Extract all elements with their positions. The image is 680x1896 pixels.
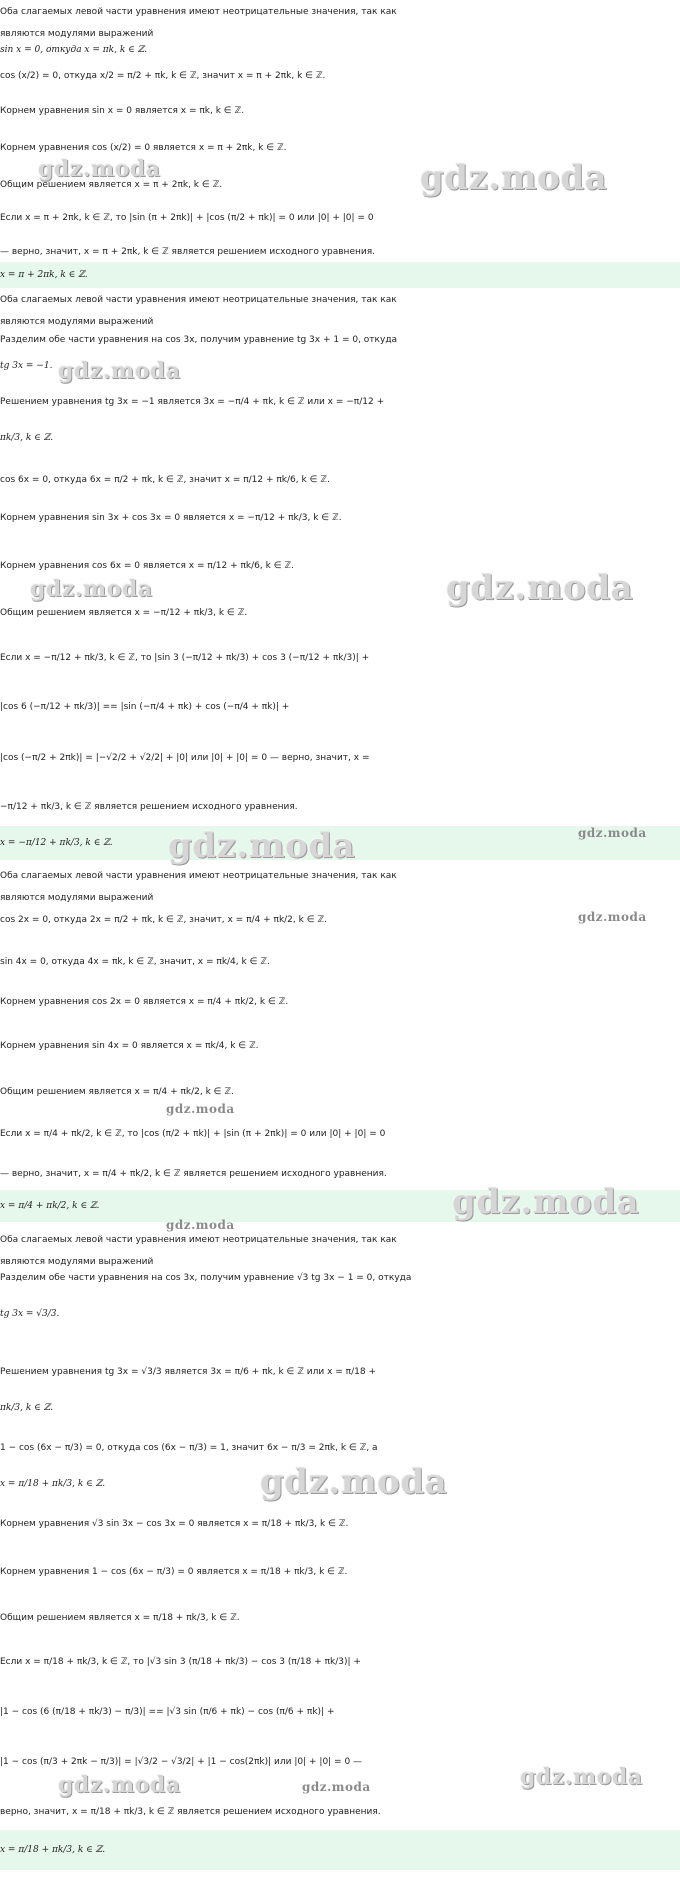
watermark-logo: gdz.moda [166, 1218, 235, 1232]
answer-row: x = π/4 + πk/2, k ∈ ℤ. [0, 1190, 680, 1222]
text-line: Оба слагаемых левой части уравнения имеют неотрицательные значения, так как [0, 871, 397, 881]
math-line: sin 4x = 0, откуда 4x = πk, k ∈ ℤ, значит, x = πk/4, k ∈ ℤ. [0, 957, 270, 967]
math-line: πk/3, k ∈ ℤ. [0, 1403, 54, 1413]
answer-row: x = π + 2πk, k ∈ ℤ. [0, 262, 680, 288]
math-line: πk/3, k ∈ ℤ. [0, 433, 54, 443]
watermark-logo: gdz.moda [578, 910, 647, 924]
watermark-logo: gdz.moda [520, 1764, 643, 1790]
text-line: Оба слагаемых левой части уравнения имеют неотрицательные значения, так как [0, 1235, 397, 1245]
watermark-logo: gdz.moda [30, 576, 153, 602]
text-line: Общим решением является x = π + 2πk, k ∈ ℤ. [0, 180, 223, 190]
text-line: |1 − cos (π/3 + 2πk − π/3)| = |√3/2 − √3/2| + |1 − cos(2πk)| или |0| + |0| = 0 — [0, 1757, 363, 1767]
text-line: являются модулями выражений [0, 893, 154, 902]
text-line: являются модулями выражений [0, 29, 154, 38]
text-line: — верно, значит, x = π/4 + πk/2, k ∈ ℤ является решением исходного уравнения. [0, 1169, 387, 1179]
answer-row: x = π/18 + πk/3, k ∈ ℤ. [0, 1830, 680, 1870]
text-line: Общим решением является x = π/4 + πk/2, k ∈ ℤ. [0, 1087, 234, 1097]
watermark-logo: gdz.moda [578, 826, 647, 840]
text-line: −π/12 + πk/3, k ∈ ℤ является решением исходного уравнения. [0, 802, 298, 812]
text-line: Корнем уравнения 1 − cos (6x − π/3) = 0 является x = π/18 + πk/3, k ∈ ℤ. [0, 1567, 348, 1577]
watermark-logo: gdz.moda [420, 158, 608, 198]
watermark-logo: gdz.moda [452, 1182, 640, 1222]
math-line: cos 2x = 0, откуда 2x = π/2 + πk, k ∈ ℤ, значит, x = π/4 + πk/2, k ∈ ℤ. [0, 915, 327, 925]
text-line: Корнем уравнения cos 6x = 0 является x = π/12 + πk/6, k ∈ ℤ. [0, 561, 294, 571]
text-line: Разделим обе части уравнения на cos 3x, получим уравнение tg 3x + 1 = 0, откуда [0, 335, 398, 345]
text-line: Корнем уравнения cos (x/2) = 0 является x = π + 2πk, k ∈ ℤ. [0, 143, 287, 153]
watermark-logo: gdz.moda [38, 156, 161, 182]
watermark-logo: gdz.moda [446, 568, 634, 608]
text-line: Разделим обе части уравнения на cos 3x, получим уравнение √3 tg 3x − 1 = 0, откуда [0, 1273, 412, 1283]
watermark-logo: gdz.moda [302, 1780, 371, 1794]
text-line: Если x = π + 2πk, k ∈ ℤ, то |sin (π + 2πk)| + |cos (π/2 + πk)| = 0 или |0| + |0| = 0 [0, 213, 374, 223]
math-line: tg 3x = −1. [0, 361, 53, 371]
text-line: Общим решением является x = π/18 + πk/3, k ∈ ℤ. [0, 1613, 240, 1623]
text-line: Оба слагаемых левой части уравнения имеют неотрицательные значения, так как [0, 295, 397, 305]
text-line: Корнем уравнения sin 4x = 0 является x = πk/4, k ∈ ℤ. [0, 1041, 259, 1051]
text-line: являются модулями выражений [0, 1257, 154, 1266]
watermark-logo: gdz.moda [168, 826, 356, 866]
math-line: cos (x/2) = 0, откуда x/2 = π/2 + πk, k ∈ ℤ, значит x = π + 2πk, k ∈ ℤ. [0, 71, 326, 81]
text-line: |cos (−π/2 + 2πk)| = |−√2/2 + √2/2| + |0| или |0| + |0| = 0 — верно, значит, x = [0, 753, 370, 763]
text-line: Оба слагаемых левой части уравнения имеют неотрицательные значения, так как [0, 7, 397, 17]
watermark-logo: gdz.moda [260, 1462, 448, 1502]
answer-row: x = −π/12 + πk/3, k ∈ ℤ. [0, 826, 680, 860]
watermark-logo: gdz.moda [166, 1102, 235, 1116]
text-line: Если x = π/4 + πk/2, k ∈ ℤ, то |cos (π/2 + πk)| + |sin (π + 2πk)| = 0 или |0| + |0| = 0 [0, 1129, 386, 1139]
text-line: являются модулями выражений [0, 317, 154, 326]
text-line: Корнем уравнения cos 2x = 0 является x = π/4 + πk/2, k ∈ ℤ. [0, 997, 289, 1007]
math-line: |1 − cos (6 (π/18 + πk/3) − π/3)| == |√3 sin (π/6 + πk) − cos (π/6 + πk)| + [0, 1707, 335, 1717]
text-line: Корнем уравнения √3 sin 3x − cos 3x = 0 является x = π/18 + πk/3, k ∈ ℤ. [0, 1519, 349, 1529]
text-line: Если x = −π/12 + πk/3, k ∈ ℤ, то |sin 3 (−π/12 + πk/3) + cos 3 (−π/12 + πk/3)| + [0, 653, 370, 663]
text-line: Если x = π/18 + πk/3, k ∈ ℤ, то |√3 sin 3 (π/18 + πk/3) − cos 3 (π/18 + πk/3)| + [0, 1657, 361, 1667]
math-line: |cos 6 (−π/12 + πk/3)| == |sin (−π/4 + πk) + cos (−π/4 + πk)| + [0, 702, 290, 712]
math-line: tg 3x = √3/3. [0, 1309, 60, 1319]
text-line: Решением уравнения tg 3x = −1 является 3x = −π/4 + πk, k ∈ ℤ или x = −π/12 + [0, 397, 385, 407]
math-line: 1 − cos (6x − π/3) = 0, откуда cos (6x − π/3) = 1, значит 6x − π/3 = 2πk, k ∈ ℤ, а [0, 1443, 378, 1453]
text-line: Решением уравнения tg 3x = √3/3 является 3x = π/6 + πk, k ∈ ℤ или x = π/18 + [0, 1367, 376, 1377]
watermark-logo: gdz.moda [58, 1772, 181, 1798]
math-line: x = π/18 + πk/3, k ∈ ℤ. [0, 1479, 106, 1489]
text-line: Общим решением является x = −π/12 + πk/3, k ∈ ℤ. [0, 608, 248, 618]
text-line: Корнем уравнения sin x = 0 является x = πk, k ∈ ℤ. [0, 106, 245, 116]
math-line: sin x = 0, откуда x = πk, k ∈ ℤ. [0, 45, 148, 55]
math-line: cos 6x = 0, откуда 6x = π/2 + πk, k ∈ ℤ, значит x = π/12 + πk/6, k ∈ ℤ. [0, 475, 330, 485]
text-line: — верно, значит, x = π + 2πk, k ∈ ℤ является решением исходного уравнения. [0, 247, 375, 257]
watermark-logo: gdz.moda [58, 358, 181, 384]
text-line: Корнем уравнения sin 3x + cos 3x = 0 является x = −π/12 + πk/3, k ∈ ℤ. [0, 513, 342, 523]
text-line: верно, значит, x = π/18 + πk/3, k ∈ ℤ является решением исходного уравнения. [0, 1807, 381, 1817]
